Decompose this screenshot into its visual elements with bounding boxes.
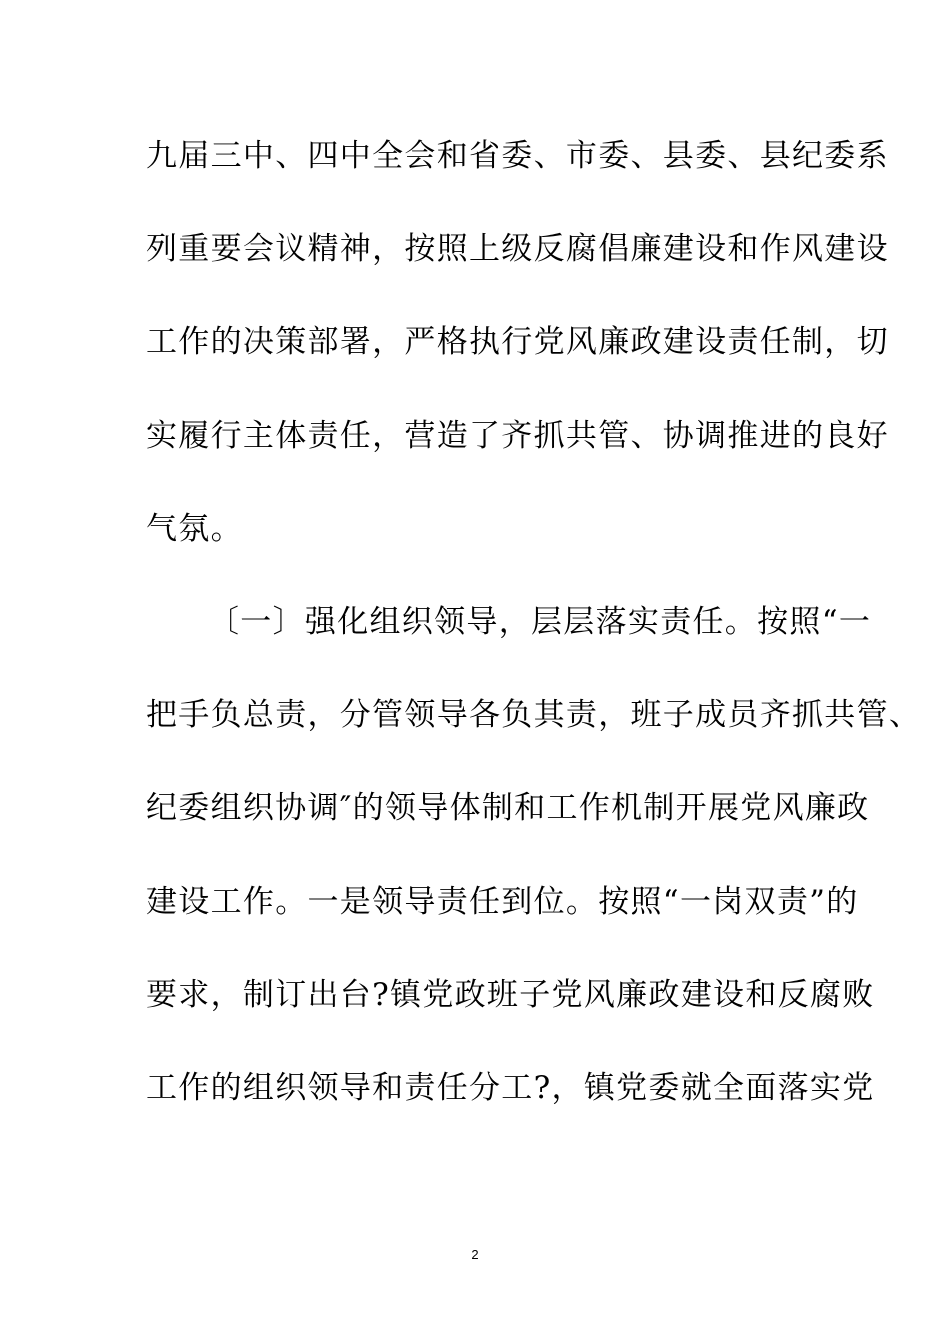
text-line-11: 工作的组织领导和责任分工?，镇党委就全面落实党 <box>146 1070 875 1106</box>
text-line-3: 工作的决策部署，严格执行党风廉政建设责任制，切 <box>146 324 889 360</box>
text-line-7: 把手负总责，分管领导各负其责，班子成员齐抓共管、 <box>146 697 922 733</box>
text-line-6-section-heading: 〔一〕强化组织领导，层层落实责任。按照“一 <box>208 604 872 640</box>
text-line-9: 建设工作。一是领导责任到位。按照“一岗双责”的 <box>146 884 859 920</box>
text-line-2: 列重要会议精神，按照上级反腐倡廉建设和作风建设 <box>146 231 889 267</box>
text-line-5: 气氛。 <box>146 511 243 547</box>
text-line-8: 纪委组织协调″的领导体制和工作机制开展党风廉政 <box>146 790 870 826</box>
text-line-10: 要求，制订出台?镇党政班子党风廉政建设和反腐败 <box>146 977 875 1013</box>
text-line-4: 实履行主体责任，营造了齐抓共管、协调推进的良好 <box>146 418 889 454</box>
text-line-1: 九届三中、四中全会和省委、市委、县委、县纪委系 <box>146 138 889 174</box>
page-number: 2 <box>471 1247 479 1262</box>
